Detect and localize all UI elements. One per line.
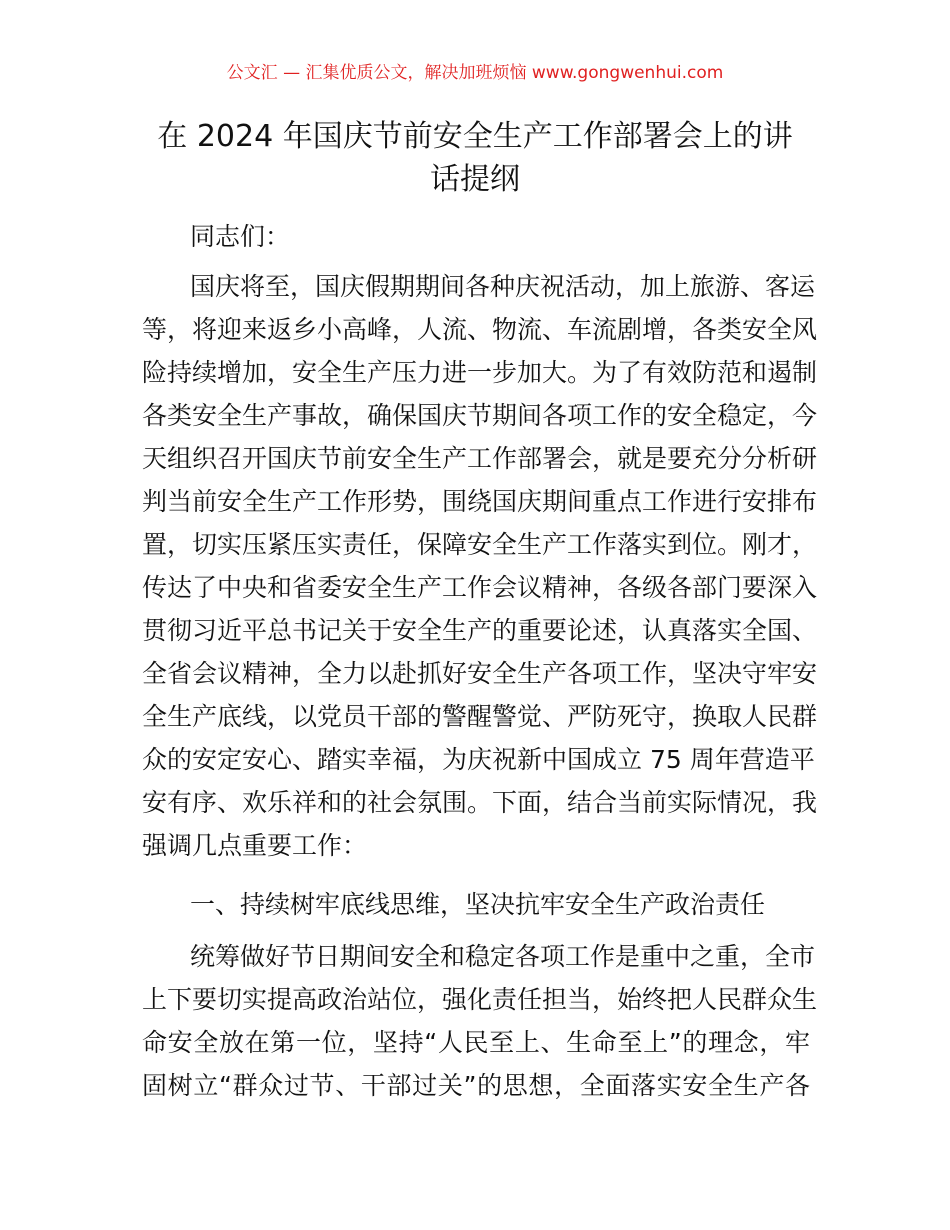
paragraph-line: 众的安定安心、踏实幸福，为庆祝新中国成立 75 周年营造平 [142,745,815,774]
paragraph-line: 天组织召开国庆节前安全生产工作部署会，就是要充分分析研 [142,444,818,473]
paragraph-line: 安有序、欢乐祥和的社会氛围。下面，结合当前实际情况，我 [142,788,818,817]
paragraph-line: 命安全放在第一位，坚持“人民至上、生命至上”的理念，牢 [142,1028,810,1057]
paragraph-line: 国庆将至，国庆假期期间各种庆祝活动，加上旅游、客运 [190,272,816,301]
document-title-line: 在 2024 年国庆节前安全生产工作部署会上的讲 [157,119,793,154]
paragraph-line: 险持续增加，安全生产压力进一步加大。为了有效防范和遏制 [142,358,818,387]
paragraph-line: 上下要切实提高政治站位，强化责任担当，始终把人民群众生 [142,985,818,1014]
paragraph-line: 全省会议精神，全力以赴抓好安全生产各项工作，坚决守牢安 [142,659,818,688]
paragraph-line: 判当前安全生产工作形势，围绕国庆期间重点工作进行安排布 [142,487,818,516]
salutation: 同志们： [190,222,291,251]
watermark-banner: 公文汇 — 汇集优质公文，解决加班烦恼 www.gongwenhui.com [226,63,724,83]
paragraph-line: 各类安全生产事故，确保国庆节期间各项工作的安全稳定，今 [142,401,818,430]
paragraph-line: 统筹做好节日期间安全和稳定各项工作是重中之重，全市 [190,942,816,971]
section-heading: 一、持续树牢底线思维，坚决抗牢安全生产政治责任 [190,890,766,919]
document-title-line: 话提纲 [430,162,520,197]
paragraph-line: 贯彻习近平总书记关于安全生产的重要论述，认真落实全国、 [142,616,818,645]
paragraph-line: 等，将迎来返乡小高峰，人流、物流、车流剧增，各类安全风 [142,315,818,344]
paragraph-line: 全生产底线，以党员干部的警醒警觉、严防死守，换取人民群 [142,702,818,731]
paragraph-line: 强调几点重要工作： [142,831,368,860]
paragraph-line: 置，切实压紧压实责任，保障安全生产工作落实到位。刚才， [142,530,818,559]
paragraph-line: 传达了中央和省委安全生产工作会议精神，各级各部门要深入 [142,573,818,602]
paragraph-line: 固树立“群众过节、干部过关”的思想，全面落实安全生产各 [142,1071,810,1100]
